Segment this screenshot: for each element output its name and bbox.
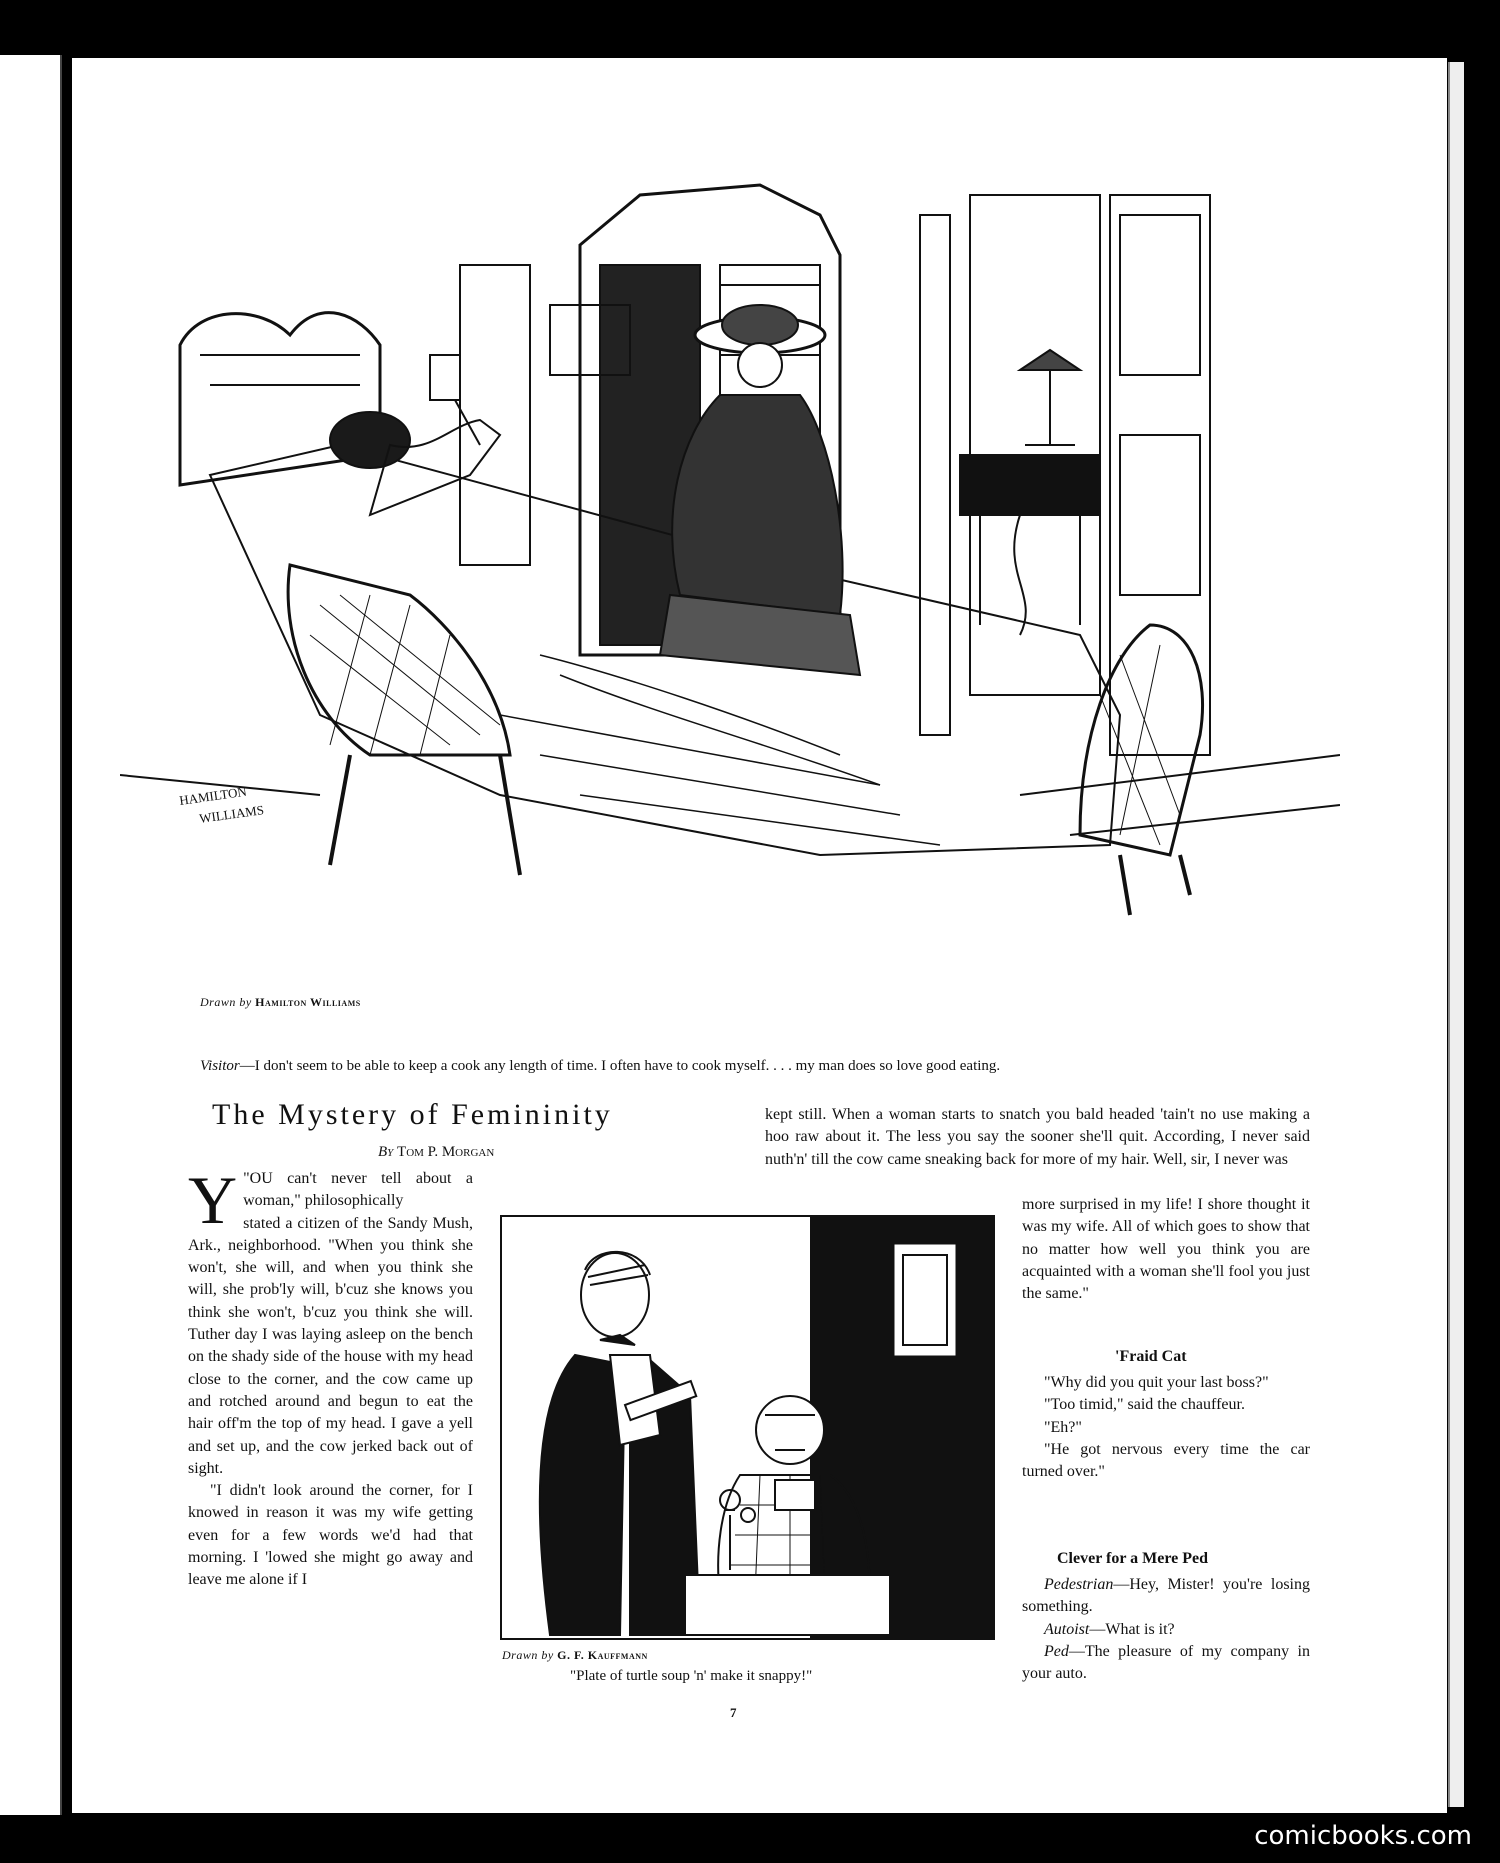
- bottom-illustration-caption: "Plate of turtle soup 'n' make it snappy!": [570, 1668, 813, 1684]
- fraid-cat-line-4: "He got nervous every time the car turned over.": [1022, 1440, 1310, 1481]
- credit-prefix: Drawn by: [502, 1648, 554, 1662]
- top-illustration-credit: [200, 995, 361, 1010]
- bedroom-illustration: [120, 155, 1340, 1045]
- fraid-cat-joke: [1022, 1372, 1310, 1483]
- credit-name: G. F. Kauffmann: [557, 1648, 648, 1662]
- speaker-autoist: Autoist: [1044, 1620, 1090, 1638]
- credit-name: Hamilton Williams: [255, 995, 361, 1009]
- svg-text:HAMILTON: HAMILTON: [178, 783, 248, 808]
- top-illustration-caption: [200, 1058, 1300, 1075]
- page-number: 7: [730, 1705, 737, 1720]
- drop-cap: Y: [188, 1162, 238, 1238]
- byline-name: Tom P. Morgan: [397, 1144, 495, 1160]
- waiter-illustration: [500, 1215, 995, 1640]
- fraid-cat-line-3: "Eh?": [1044, 1418, 1082, 1436]
- caption-text: —I don't seem to be able to keep a cook any length of time. I often have to cook myself. . . . my man does so love good eating.: [239, 1058, 1001, 1074]
- article-column-1: [188, 1162, 473, 1592]
- paragraph-1-text: stated a citizen of the Sandy Mush, Ark., neighborhood. "When you think she won't, she will, and when you think she will, she prob'ly will, b'cuz she knows you think she won't, b'cuz you think she will. Tuther day I was laying asleep on the bench on the shady side of the house with my head close to the corner, and the cow came up and rotched around and begun to eat the hair off'm the top of my head. I gave a yell and set up, and the cow jerked back out of sight.: [188, 1214, 473, 1477]
- article-title: The Mystery of Femininity: [212, 1098, 613, 1131]
- article-continuation: more surprised in my life! I shore thought it was my wife. All of which goes to show that no matter how well you think you are acquainted with a woman she'll fool you just the same.": [1022, 1196, 1310, 1303]
- article-column-2-top: kept still. When a woman starts to snatch you bald headed 'tain't no use making a hoo raw about it. The less you say the sooner she'll quit. According, I never said nuth'n' till the cow came sneaking back for more of my hair. Well, sir, I never was: [765, 1106, 1310, 1168]
- speaker-pedestrian: Pedestrian: [1044, 1576, 1114, 1593]
- fraid-cat-heading: 'Fraid Cat: [1115, 1348, 1187, 1365]
- clever-ped-line-3: [1022, 1641, 1310, 1686]
- clever-ped-heading: Clever for a Mere Ped: [1057, 1550, 1209, 1567]
- fraid-cat-line-2: "Too timid," said the chauffeur.: [1044, 1396, 1245, 1414]
- line-autoist: —What is it?: [1089, 1620, 1175, 1638]
- article-paragraph-1: " Y OU can't never tell about a woman," philosophically stated a citizen of the Sandy Mush, Ark., neighborhood. "When you think she won't, she will, and when you think she will, she prob'ly will, b'cuz she knows you think she won't, b'cuz you think she will. Tuther day I was laying asleep on the bench on the shady side of the house with my head close to the corner, and the cow came up and rotched around and begun to eat the hair off'm the top of my head. I gave a yell and set up, and the cow jerked back out of sight.: [188, 1162, 473, 1477]
- article-paragraph-2: "I didn't look around the corner, for I knowed in reason it was my wife getting even for a few words we'd had that morning. I 'lowed she might go away and leave me alone if I: [188, 1482, 473, 1589]
- line-pedestrian: —Hey, Mister! you're losing something.: [1022, 1576, 1310, 1616]
- opener-text: OU can't never tell about a woman," philosophically: [243, 1170, 473, 1210]
- speaker-ped: Ped: [1044, 1642, 1069, 1660]
- page-stack-edge: [1448, 62, 1464, 1807]
- site-watermark: comicbooks.com: [1254, 1821, 1472, 1851]
- line-ped: —The pleasure of my company in your auto.: [1022, 1642, 1310, 1683]
- facing-page-edge: [0, 55, 62, 1815]
- byline-prefix: By: [378, 1144, 394, 1160]
- clever-ped-line-1: [1022, 1574, 1310, 1619]
- article-byline: [378, 1144, 494, 1161]
- svg-text:WILLIAMS: WILLIAMS: [198, 802, 265, 826]
- clever-ped-joke: [1022, 1574, 1310, 1685]
- credit-prefix: Drawn by: [200, 995, 252, 1009]
- article-column-3: [1022, 1194, 1310, 1305]
- clever-ped-line-2: [1022, 1619, 1310, 1641]
- caption-speaker: Visitor: [200, 1058, 240, 1074]
- fraid-cat-line-1: "Why did you quit your last boss?": [1044, 1374, 1269, 1391]
- bottom-illustration-credit: [502, 1648, 648, 1663]
